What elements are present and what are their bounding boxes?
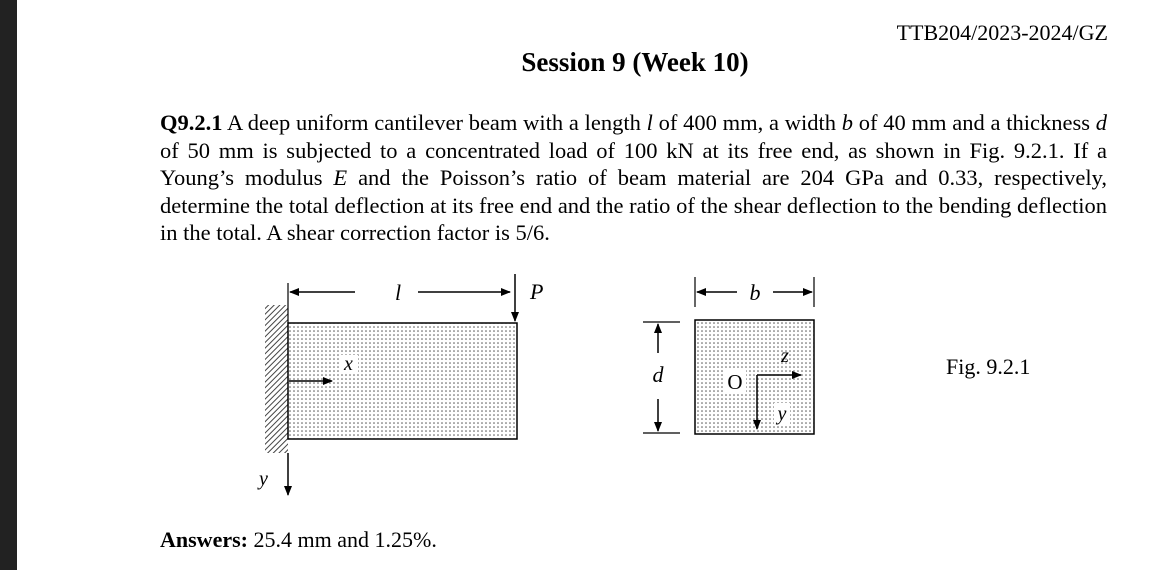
load-label: P <box>530 279 544 304</box>
depth-label: d <box>652 362 664 387</box>
question-part: of 40 mm and a thickness <box>853 110 1096 135</box>
var-b: b <box>841 110 854 135</box>
origin-label: O <box>727 370 743 394</box>
question-part: of 400 mm, a width <box>652 110 842 135</box>
z-axis-label: z <box>781 345 789 367</box>
beam-figure <box>240 265 840 505</box>
var-d: d <box>1095 110 1108 135</box>
question-id: Q9.2.1 <box>160 110 223 135</box>
width-label: b <box>749 280 761 305</box>
left-edge-bar <box>0 0 17 570</box>
question-part: and the Poisson’s ratio of beam material are 204 GPa and 0.33, respectively, determine the total deflection at its free end and the ratio of the shear deflection to the bending deflection in the total. A shear correction factor is 5/6. <box>160 165 1108 245</box>
x-axis-label: x <box>344 353 353 375</box>
session-title: Session 9 (Week 10) <box>521 47 749 77</box>
length-label: l <box>394 280 402 305</box>
question-text <box>160 109 1107 247</box>
course-code: TTB204/2023-2024/GZ <box>896 20 1108 45</box>
cross-section <box>695 320 814 434</box>
section-y-axis-label: y <box>777 403 787 425</box>
question-part: A deep uniform cantilever beam with a length <box>222 110 647 135</box>
figure-caption: Fig. 9.2.1 <box>946 354 1031 379</box>
answers <box>160 527 437 553</box>
question-part: of 50 mm is subjected to a concentrated load of 100 kN at its free end, as shown in Fig. 9.2.1. If a Young’s modulus <box>160 137 1107 190</box>
wall-support <box>265 305 288 453</box>
answers-value: 25.4 mm and 1.25%. <box>253 527 437 552</box>
var-l: l <box>646 110 653 135</box>
y-axis-label: y <box>259 468 268 490</box>
answers-label: Answers: <box>160 527 248 552</box>
var-E: E <box>333 165 348 190</box>
